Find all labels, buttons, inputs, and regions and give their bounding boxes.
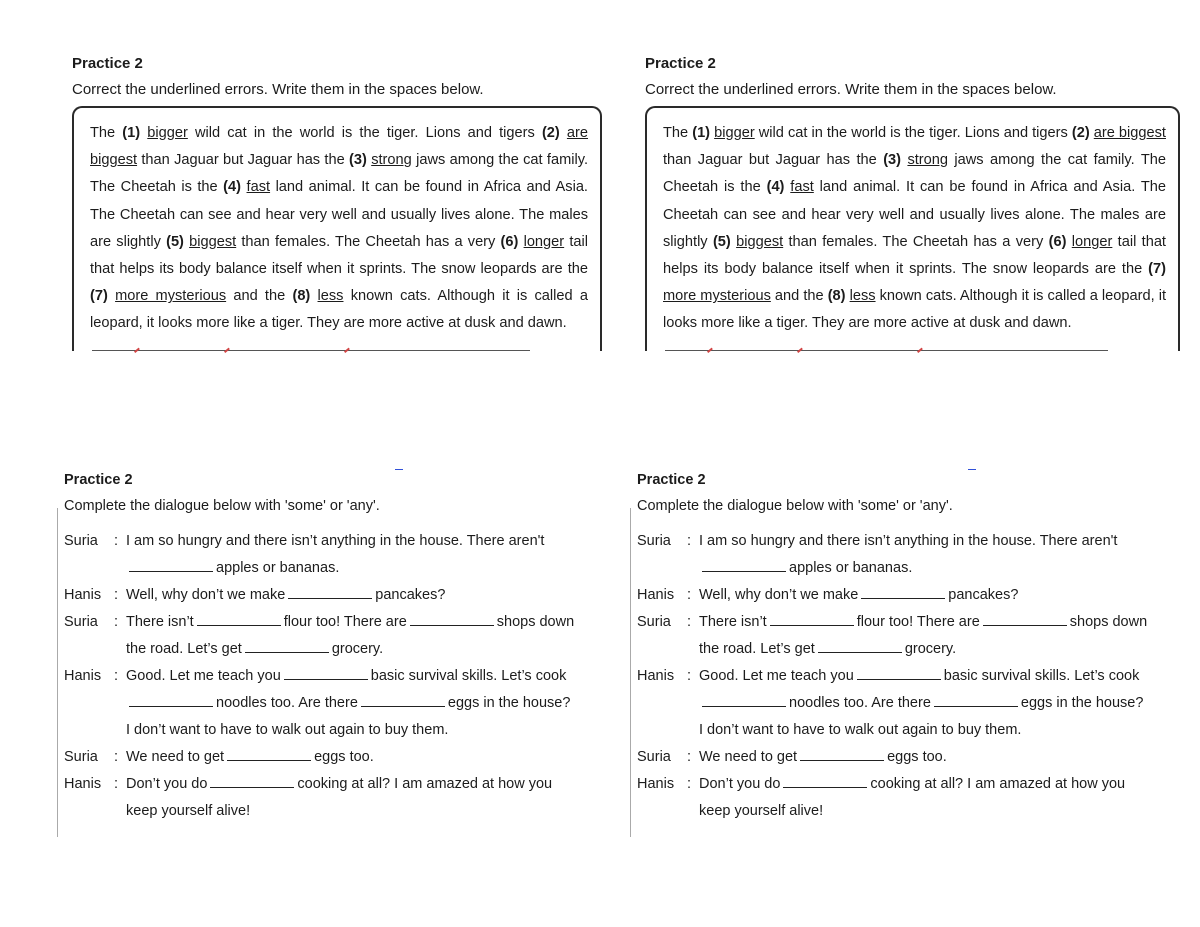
- practice-instruction: Correct the underlined errors. Write them in the spaces below.: [72, 81, 484, 98]
- left-margin-line: [630, 508, 631, 837]
- dialogue-title: Practice 2: [637, 472, 706, 488]
- text-fragment: I am so hungry and there isn’t anything in the house. There aren't: [699, 533, 1118, 549]
- passage-segment: and the: [226, 288, 293, 305]
- underlined-error: less: [849, 288, 876, 305]
- passage-box: [645, 106, 1180, 351]
- dialogue-line: [64, 798, 614, 825]
- passage-text: [663, 120, 1166, 338]
- text-fragment: apples or bananas.: [789, 560, 913, 576]
- dialogue-text: [699, 582, 1187, 609]
- passage-segment: land animal. It can be found in Africa and Asia. The Cheetah can see and hear very well and usually lives alone. The males are slightly: [663, 179, 1166, 250]
- text-fragment: eggs too.: [314, 749, 374, 765]
- passage-segment: [560, 125, 567, 141]
- text-fragment: shops down: [496, 614, 575, 630]
- text-fragment: keep yourself alive!: [126, 803, 251, 819]
- underlined-error: more mysterious: [663, 288, 771, 305]
- dialogue-text: [699, 717, 1187, 744]
- answer-line: [92, 350, 530, 351]
- text-fragment: I don’t want to have to walk out again to buy them.: [126, 722, 449, 738]
- text-fragment: noodles too. Are there: [216, 695, 358, 711]
- dialogue-line: [64, 609, 614, 636]
- practice-title: Practice 2: [645, 55, 716, 72]
- error-number: (6): [1048, 233, 1067, 250]
- error-number: (4): [766, 179, 785, 196]
- speaker-colon: :: [687, 533, 692, 549]
- dialogue-line: [637, 582, 1187, 609]
- underlined-error: less: [317, 288, 344, 305]
- passage-segment: known cats. Although it is called a leopard, it looks more like a tiger. They are more active at dusk and dawn.: [90, 288, 588, 332]
- text-fragment: pancakes?: [948, 587, 1019, 603]
- text-fragment: I don’t want to have to walk out again to buy them.: [699, 722, 1022, 738]
- speaker-name: Hanis: [637, 776, 675, 792]
- dialogue-text: [126, 717, 614, 744]
- text-fragment: apples or bananas.: [216, 560, 340, 576]
- speaker-colon: :: [114, 776, 119, 792]
- text-fragment: Don’t you do: [126, 776, 208, 792]
- fill-in-blank[interactable]: [361, 694, 445, 707]
- text-fragment: the road. Let’s get: [699, 641, 815, 657]
- underlined-error: bigger: [714, 125, 755, 141]
- passage-segment: and the: [770, 288, 828, 305]
- indent: [637, 717, 699, 744]
- fill-in-blank[interactable]: [818, 640, 902, 653]
- error-number: (1): [692, 125, 711, 141]
- fill-in-blank[interactable]: [861, 586, 945, 599]
- fill-in-blank[interactable]: [284, 667, 368, 680]
- passage-segment: wild cat in the world is the tiger. Lions and tigers: [754, 125, 1072, 141]
- speaker-name: Suria: [64, 749, 98, 765]
- dialogue-line: [64, 663, 614, 690]
- underlined-error: are biggest: [1093, 125, 1166, 141]
- dialogue-lines: [64, 528, 614, 825]
- dialogue-line: [637, 555, 1187, 582]
- dialogue-section-left: [57, 472, 614, 837]
- passage-segment: The: [663, 125, 693, 141]
- practice-instruction: Correct the underlined errors. Write them in the spaces below.: [645, 81, 1057, 98]
- speaker-colon: :: [687, 776, 692, 792]
- underlined-error: are biggest: [90, 125, 589, 169]
- fill-in-blank[interactable]: [934, 694, 1018, 707]
- dialogue-line: [64, 555, 614, 582]
- dialogue-line: [637, 798, 1187, 825]
- text-fragment: grocery.: [904, 641, 957, 657]
- dialogue-line: [637, 528, 1187, 555]
- indent: [637, 636, 699, 663]
- dialogue-line: [64, 528, 614, 555]
- speaker-colon: :: [687, 668, 692, 684]
- error-number: (3): [349, 152, 367, 169]
- text-fragment: cooking at all? I am amazed at how you: [297, 776, 553, 792]
- text-fragment: shops down: [1069, 614, 1148, 630]
- text-fragment: eggs too.: [887, 749, 947, 765]
- fill-in-blank[interactable]: [702, 559, 786, 572]
- text-fragment: flour too! There are: [283, 614, 407, 630]
- dialogue-text: [126, 582, 614, 609]
- fill-in-blank[interactable]: [245, 640, 329, 653]
- dialogue-line: [637, 636, 1187, 663]
- passage-segment: jaws among the cat family. The Cheetah is the: [90, 152, 588, 196]
- dialogue-line: [64, 744, 614, 771]
- text-fragment: Good. Let me teach you: [699, 668, 854, 684]
- red-tick-mark: [913, 343, 923, 353]
- text-fragment: Good. Let me teach you: [126, 668, 281, 684]
- dialogue-text: [126, 771, 614, 798]
- passage-segment: than Jaguar but Jaguar has the: [663, 152, 884, 169]
- fill-in-blank[interactable]: [983, 613, 1067, 626]
- text-fragment: cooking at all? I am amazed at how you: [870, 776, 1126, 792]
- red-tick-mark: [340, 343, 350, 353]
- dialogue-line: [637, 717, 1187, 744]
- indent: [637, 690, 699, 717]
- underlined-error: longer: [1071, 233, 1113, 250]
- indent: [637, 555, 699, 582]
- dialogue-line: [64, 690, 614, 717]
- fill-in-blank[interactable]: [702, 694, 786, 707]
- fill-in-blank[interactable]: [770, 613, 854, 626]
- passage-segment: known cats. Although it is called a leopard, it looks more like a tiger. They are more active at dusk and dawn.: [663, 288, 1166, 332]
- practice-section-right: [645, 55, 1180, 351]
- passage-segment: tail that helps its body balance itself when it sprints. The snow leopards are the: [90, 233, 588, 278]
- text-fragment: grocery.: [331, 641, 384, 657]
- fill-in-blank[interactable]: [227, 748, 311, 761]
- dialogue-line: [64, 636, 614, 663]
- text-fragment: basic survival skills. Let’s cook: [370, 668, 567, 684]
- fill-in-blank[interactable]: [410, 613, 494, 626]
- passage-segment: than females. The Cheetah has a very: [783, 233, 1049, 250]
- error-number: (7): [90, 288, 108, 305]
- fill-in-blank[interactable]: [129, 559, 213, 572]
- text-fragment: I am so hungry and there isn’t anything in the house. There aren't: [126, 533, 545, 549]
- speaker-colon: :: [114, 587, 119, 603]
- passage-segment: tail that helps its body balance itself when it sprints. The snow leopards are the: [663, 233, 1166, 278]
- passage-segment: wild cat in the world is the tiger. Lions and tigers: [187, 125, 542, 141]
- passage-segment: than females. The Cheetah has a very: [236, 233, 501, 250]
- blue-pen-mark: [395, 469, 403, 470]
- red-tick-mark: [703, 343, 713, 353]
- text-fragment: Don’t you do: [699, 776, 781, 792]
- speaker-colon: :: [114, 533, 119, 549]
- error-number: (6): [500, 233, 519, 250]
- error-number: (7): [1148, 261, 1166, 278]
- error-number: (5): [712, 233, 731, 250]
- red-tick-mark: [220, 343, 230, 353]
- passage-segment: than Jaguar but Jaguar has the: [137, 152, 350, 169]
- dialogue-text: [699, 609, 1187, 636]
- blue-pen-mark: [968, 469, 976, 470]
- passage-segment: The: [90, 125, 123, 141]
- indent: [64, 555, 126, 582]
- dialogue-text: [699, 636, 1187, 663]
- red-tick-mark: [130, 343, 140, 353]
- fill-in-blank[interactable]: [857, 667, 941, 680]
- speaker-colon: :: [687, 614, 692, 630]
- text-fragment: flour too! There are: [856, 614, 980, 630]
- dialogue-line: [637, 663, 1187, 690]
- fill-in-blank[interactable]: [783, 775, 867, 788]
- text-fragment: keep yourself alive!: [699, 803, 824, 819]
- dialogue-text: [126, 609, 614, 636]
- fill-in-blank[interactable]: [197, 613, 281, 626]
- indent: [64, 636, 126, 663]
- practice-section-left: [72, 55, 602, 351]
- dialogue-line: [64, 771, 614, 798]
- indent: [64, 717, 126, 744]
- dialogue-text: [126, 555, 614, 582]
- dialogue-text: [699, 528, 1187, 555]
- red-tick-mark: [793, 343, 803, 353]
- underlined-error: fast: [790, 179, 814, 196]
- passage-segment: [310, 288, 317, 304]
- dialogue-text: [699, 744, 1187, 771]
- speaker-name: Hanis: [637, 587, 675, 603]
- fill-in-blank[interactable]: [129, 694, 213, 707]
- text-fragment: eggs in the house?: [447, 695, 571, 711]
- text-fragment: We need to get: [126, 749, 225, 765]
- speaker-name: Suria: [64, 533, 98, 549]
- dialogue-text: [699, 690, 1187, 717]
- underlined-error: strong: [371, 152, 412, 169]
- dialogue-title: Practice 2: [64, 472, 133, 488]
- indent: [64, 798, 126, 825]
- dialogue-line: [637, 609, 1187, 636]
- text-fragment: noodles too. Are there: [789, 695, 931, 711]
- speaker-name: Hanis: [64, 776, 102, 792]
- text-fragment: pancakes?: [375, 587, 446, 603]
- error-number: (8): [292, 288, 311, 305]
- underlined-error: longer: [523, 233, 565, 250]
- speaker-name: Suria: [637, 749, 671, 765]
- dialogue-line: [64, 582, 614, 609]
- dialogue-text: [699, 555, 1187, 582]
- dialogue-line: [64, 717, 614, 744]
- error-number: (8): [827, 288, 846, 305]
- speaker-name: Hanis: [637, 668, 675, 684]
- fill-in-blank[interactable]: [210, 775, 294, 788]
- dialogue-text: [126, 663, 614, 690]
- underlined-error: biggest: [736, 233, 784, 250]
- dialogue-line: [637, 771, 1187, 798]
- passage-box: [72, 106, 602, 351]
- speaker-name: Hanis: [64, 668, 102, 684]
- underlined-error: strong: [907, 152, 948, 169]
- underlined-error: biggest: [189, 233, 237, 250]
- text-fragment: the road. Let’s get: [126, 641, 242, 657]
- speaker-colon: :: [687, 587, 692, 603]
- dialogue-line: [637, 744, 1187, 771]
- fill-in-blank[interactable]: [800, 748, 884, 761]
- text-fragment: Well, why don’t we make: [126, 587, 286, 603]
- speaker-name: Suria: [64, 614, 98, 630]
- passage-segment: [108, 288, 115, 304]
- error-number: (2): [1071, 125, 1090, 141]
- dialogue-section-right: [630, 472, 1187, 837]
- text-fragment: There isn’t: [126, 614, 194, 630]
- underlined-error: fast: [246, 179, 271, 196]
- error-number: (5): [166, 233, 184, 250]
- dialogue-instruction: Complete the dialogue below with 'some' or 'any'.: [637, 498, 953, 514]
- error-number: (2): [541, 125, 560, 141]
- text-fragment: There isn’t: [699, 614, 767, 630]
- passage-segment: jaws among the cat family. The Cheetah is the: [663, 152, 1166, 196]
- dialogue-lines: [637, 528, 1187, 825]
- speaker-colon: :: [114, 614, 119, 630]
- answer-line: [665, 350, 1108, 351]
- fill-in-blank[interactable]: [288, 586, 372, 599]
- underlined-error: bigger: [147, 125, 188, 141]
- speaker-name: Suria: [637, 533, 671, 549]
- dialogue-text: [126, 636, 614, 663]
- dialogue-text: [126, 744, 614, 771]
- text-fragment: We need to get: [699, 749, 798, 765]
- speaker-colon: :: [687, 749, 692, 765]
- text-fragment: eggs in the house?: [1020, 695, 1144, 711]
- error-number: (4): [223, 179, 242, 196]
- error-number: (3): [883, 152, 902, 169]
- text-fragment: Well, why don’t we make: [699, 587, 859, 603]
- dialogue-text: [699, 771, 1187, 798]
- dialogue-text: [699, 798, 1187, 825]
- dialogue-text: [126, 798, 614, 825]
- dialogue-text: [126, 690, 614, 717]
- dialogue-text: [126, 528, 614, 555]
- passage-segment: land animal. It can be found in Africa and Asia. The Cheetah can see and hear very well and usually lives alone. The males are slightly: [90, 179, 588, 250]
- indent: [64, 690, 126, 717]
- error-number: (1): [122, 125, 141, 141]
- practice-title: Practice 2: [72, 55, 143, 72]
- passage-text: [90, 120, 588, 338]
- dialogue-text: [699, 663, 1187, 690]
- underlined-error: more mysterious: [115, 288, 227, 305]
- left-margin-line: [57, 508, 58, 837]
- speaker-colon: :: [114, 668, 119, 684]
- dialogue-line: [637, 690, 1187, 717]
- speaker-name: Hanis: [64, 587, 102, 603]
- text-fragment: basic survival skills. Let’s cook: [943, 668, 1140, 684]
- indent: [637, 798, 699, 825]
- dialogue-instruction: Complete the dialogue below with 'some' or 'any'.: [64, 498, 380, 514]
- speaker-name: Suria: [637, 614, 671, 630]
- speaker-colon: :: [114, 749, 119, 765]
